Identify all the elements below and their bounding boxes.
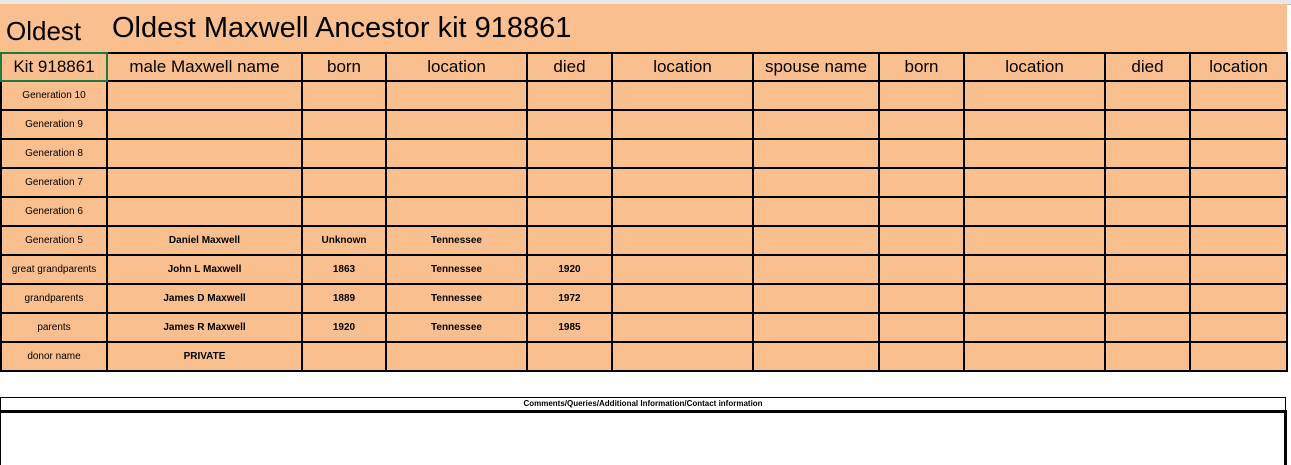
table-row (1, 168, 1287, 197)
page-title[interactable]: Oldest Maxwell Ancestor kit 918861 (112, 12, 572, 44)
cell[interactable] (964, 110, 1105, 139)
cell[interactable] (879, 110, 964, 139)
cell[interactable] (612, 255, 753, 284)
table-row (1, 197, 1287, 226)
cell[interactable] (1105, 226, 1190, 255)
cell[interactable] (612, 226, 753, 255)
location-cell[interactable]: Tennessee (386, 284, 527, 313)
name-cell[interactable]: James D Maxwell (107, 284, 302, 313)
name-cell[interactable]: Daniel Maxwell (107, 226, 302, 255)
died-cell[interactable] (527, 81, 612, 110)
died-cell[interactable]: 1920 (527, 255, 612, 284)
generation-cell[interactable]: parents (1, 313, 107, 342)
cell[interactable] (1190, 255, 1287, 284)
title-left-cell[interactable]: Oldest (6, 16, 82, 46)
born-cell[interactable] (302, 342, 386, 371)
cell[interactable] (1105, 197, 1190, 226)
ancestor-table (0, 52, 1288, 372)
location-cell[interactable]: Tennessee (386, 226, 527, 255)
generation-cell[interactable]: Generation 6 (1, 197, 107, 226)
cell[interactable] (612, 81, 753, 110)
location-cell[interactable] (386, 110, 527, 139)
died-cell[interactable] (527, 168, 612, 197)
cell[interactable] (753, 226, 879, 255)
name-cell[interactable] (107, 168, 302, 197)
location-cell[interactable]: Tennessee (386, 313, 527, 342)
cell[interactable] (612, 313, 753, 342)
name-cell[interactable] (107, 110, 302, 139)
born-cell[interactable]: 1889 (302, 284, 386, 313)
location-cell[interactable]: Tennessee (386, 255, 527, 284)
comments-area[interactable] (0, 410, 1287, 465)
table-row (1, 226, 1287, 255)
cell[interactable] (1190, 226, 1287, 255)
cell[interactable] (753, 139, 879, 168)
born-cell[interactable]: 1920 (302, 313, 386, 342)
title-bar (0, 4, 1287, 53)
born-cell[interactable]: 1863 (302, 255, 386, 284)
cell[interactable] (964, 313, 1105, 342)
header-spouse-location[interactable]: location (964, 53, 1105, 81)
location-cell[interactable] (386, 168, 527, 197)
generation-cell[interactable]: Generation 9 (1, 110, 107, 139)
cell[interactable] (1190, 139, 1287, 168)
cell[interactable] (612, 284, 753, 313)
cell[interactable] (879, 168, 964, 197)
name-cell[interactable]: James R Maxwell (107, 313, 302, 342)
location-cell[interactable] (386, 81, 527, 110)
cell[interactable] (753, 81, 879, 110)
died-cell[interactable]: 1985 (527, 313, 612, 342)
generation-cell[interactable]: great grandparents (1, 255, 107, 284)
cell[interactable] (753, 197, 879, 226)
cell[interactable] (1105, 313, 1190, 342)
cell[interactable] (1105, 284, 1190, 313)
died-cell[interactable] (527, 139, 612, 168)
cell[interactable] (964, 139, 1105, 168)
cell[interactable] (879, 255, 964, 284)
cell[interactable] (879, 139, 964, 168)
name-cell[interactable]: John L Maxwell (107, 255, 302, 284)
cell[interactable] (612, 197, 753, 226)
cell[interactable] (1105, 110, 1190, 139)
cell[interactable] (879, 342, 964, 371)
born-cell[interactable] (302, 81, 386, 110)
cell[interactable] (1105, 255, 1190, 284)
cell[interactable] (1190, 81, 1287, 110)
table-row (1, 342, 1287, 371)
cell[interactable] (1190, 110, 1287, 139)
cell[interactable] (879, 197, 964, 226)
cell[interactable] (753, 313, 879, 342)
born-cell[interactable]: Unknown (302, 226, 386, 255)
generation-cell[interactable]: donor name (1, 342, 107, 371)
generation-cell[interactable]: Generation 8 (1, 139, 107, 168)
cell[interactable] (964, 226, 1105, 255)
born-cell[interactable] (302, 197, 386, 226)
header-kit[interactable]: Kit 918861 (1, 53, 107, 81)
cell[interactable] (753, 110, 879, 139)
location-cell[interactable] (386, 342, 527, 371)
cell[interactable] (879, 226, 964, 255)
header-spouse-name[interactable]: spouse name (753, 53, 879, 81)
table-row (1, 139, 1287, 168)
cell[interactable] (753, 168, 879, 197)
table-row (1, 81, 1287, 110)
died-cell[interactable] (527, 110, 612, 139)
died-cell[interactable]: 1972 (527, 284, 612, 313)
header-male-name[interactable]: male Maxwell name (107, 53, 302, 81)
cell[interactable] (964, 81, 1105, 110)
location-cell[interactable] (386, 139, 527, 168)
cell[interactable] (964, 168, 1105, 197)
cell[interactable] (879, 284, 964, 313)
header-location[interactable]: location (386, 53, 527, 81)
name-cell[interactable] (107, 197, 302, 226)
born-cell[interactable] (302, 139, 386, 168)
header-died[interactable]: died (527, 53, 612, 81)
cell[interactable] (1190, 342, 1287, 371)
generation-cell[interactable]: Generation 5 (1, 226, 107, 255)
comments-label[interactable]: Comments/Queries/Additional Information/Contact information (0, 397, 1286, 411)
location-cell[interactable] (386, 197, 527, 226)
cell[interactable] (1190, 168, 1287, 197)
died-cell[interactable] (527, 197, 612, 226)
table-row (1, 110, 1287, 139)
name-cell[interactable]: PRIVATE (107, 342, 302, 371)
cell[interactable] (964, 197, 1105, 226)
cell[interactable] (753, 284, 879, 313)
cell[interactable] (1190, 197, 1287, 226)
cell[interactable] (612, 139, 753, 168)
generation-cell[interactable]: grandparents (1, 284, 107, 313)
cell[interactable] (1105, 139, 1190, 168)
cell[interactable] (1190, 313, 1287, 342)
born-cell[interactable] (302, 110, 386, 139)
name-cell[interactable] (107, 81, 302, 110)
header-born[interactable]: born (302, 53, 386, 81)
died-cell[interactable] (527, 226, 612, 255)
cell[interactable] (612, 110, 753, 139)
cell[interactable] (964, 342, 1105, 371)
cell[interactable] (879, 81, 964, 110)
born-cell[interactable] (302, 168, 386, 197)
generation-cell[interactable]: Generation 10 (1, 81, 107, 110)
header-row (1, 53, 1287, 81)
died-cell[interactable] (527, 342, 612, 371)
table-row (1, 284, 1287, 313)
table-row (1, 313, 1287, 342)
cell[interactable] (753, 342, 879, 371)
name-cell[interactable] (107, 139, 302, 168)
header-spouse-location-2[interactable]: location (1190, 53, 1287, 81)
generation-cell[interactable]: Generation 7 (1, 168, 107, 197)
cell[interactable] (964, 255, 1105, 284)
table-row (1, 255, 1287, 284)
header-location-2[interactable]: location (612, 53, 753, 81)
cell[interactable] (879, 313, 964, 342)
cell[interactable] (612, 342, 753, 371)
cell[interactable] (1105, 342, 1190, 371)
cell[interactable] (1105, 168, 1190, 197)
header-spouse-born[interactable]: born (879, 53, 964, 81)
cell[interactable] (1190, 284, 1287, 313)
cell[interactable] (612, 168, 753, 197)
cell[interactable] (1105, 81, 1190, 110)
header-spouse-died[interactable]: died (1105, 53, 1190, 81)
cell[interactable] (964, 284, 1105, 313)
cell[interactable] (753, 255, 879, 284)
